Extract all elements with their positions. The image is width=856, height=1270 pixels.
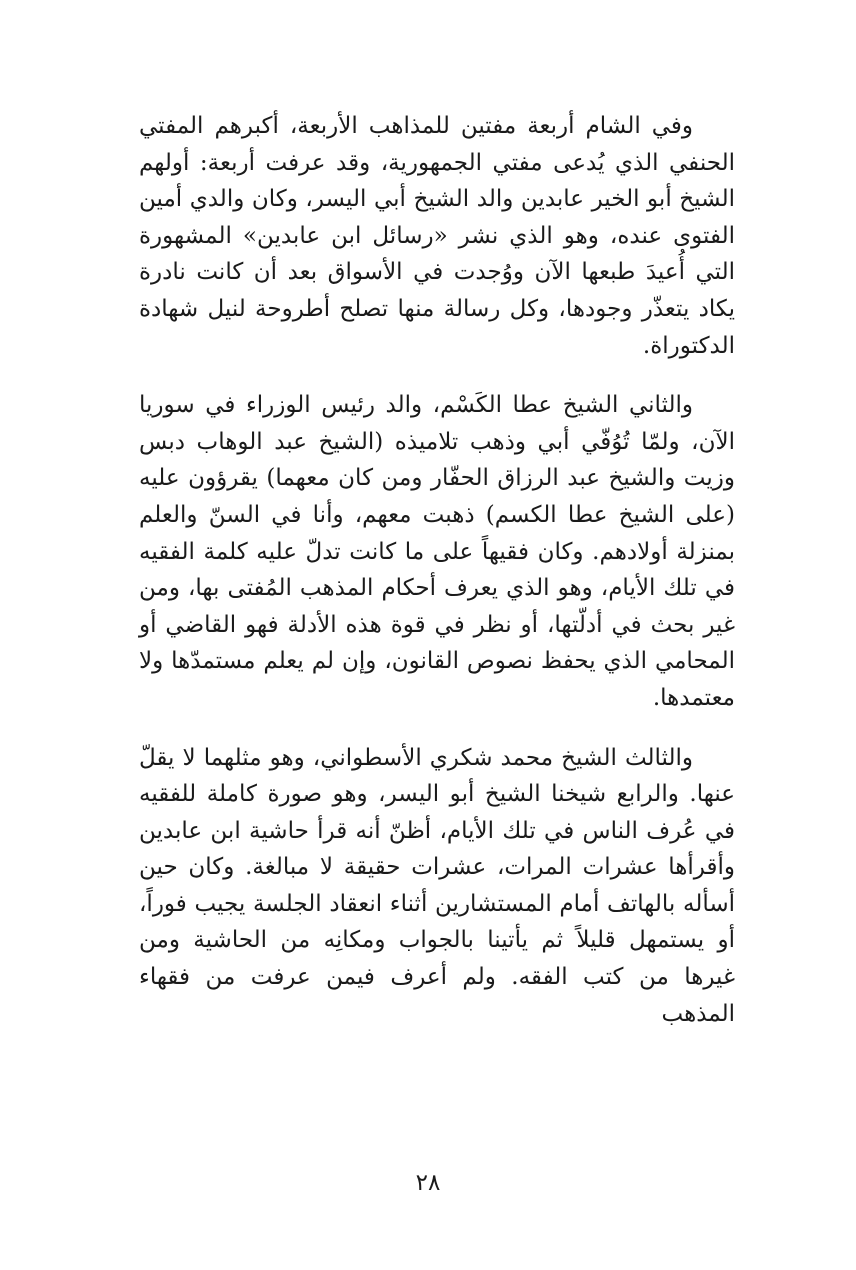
page-number: ٢٨	[415, 1170, 441, 1196]
page-body	[139, 108, 735, 1158]
paragraph-2: والثاني الشيخ عطا الكَسْم، والد رئيس الوزراء في سوريا الآن، ولمّا تُوُفّي أبي وذهب تلاميذه (الشيخ عبد الوهاب دبس وزيت والشيخ عبد الرزاق الحفّار ومن كان معهما) يقرؤون عليه (على الشيخ عطا الكسم) ذهبت معهم، وأنا في السنّ والعلم بمنزلة أولادهم. وكان فقيهاً على ما كانت تدلّ عليه كلمة الفقيه في تلك الأيام، وهو الذي يعرف أحكام المذهب المُفتى بها، ومن غير بحث في أدلّتها، أو نظر في قوة هذه الأدلة فهو القاضي أو المحامي الذي يحفظ نصوص القانون، وإن لم يعلم مستمدّها ولا معتمدها.	[139, 392, 735, 711]
paragraph-1: وفي الشام أربعة مفتين للمذاهب الأربعة، أكبرهم المفتي الحنفي الذي يُدعى مفتي الجمهورية، وقد عرفت أربعة: أولهم الشيخ أبو الخير عابدين والد الشيخ أبي اليسر، وكان والدي أمين الفتوى عنده، وهو الذي نشر «رسائل ابن عابدين» المشهورة التي أُعيدَ طبعها الآن ووُجدت في الأسواق بعد أن كانت نادرة يكاد يتعذّر وجودها، وكل رسالة منها تصلح أطروحة لنيل شهادة الدكتوراة.	[139, 113, 735, 359]
paragraph-3: والثالث الشيخ محمد شكري الأسطواني، وهو مثلهما لا يقلّ عنها. والرابع شيخنا الشيخ أبو اليسر، وهو صورة كاملة للفقيه في عُرف الناس في تلك الأيام، أظنّ أنه قرأ حاشية ابن عابدين وأقرأها عشرات المرات، عشرات حقيقة لا مبالغة. وكان حين أسأله بالهاتف أمام المستشارين أثناء انعقاد الجلسة يجيب فوراً، أو يستمهل قليلاً ثم يأتينا بالجواب ومكانِه من الحاشية ومن غيرها من كتب الفقه. ولم أعرف فيمن عرفت من فقهاء المذهب	[139, 744, 735, 1027]
